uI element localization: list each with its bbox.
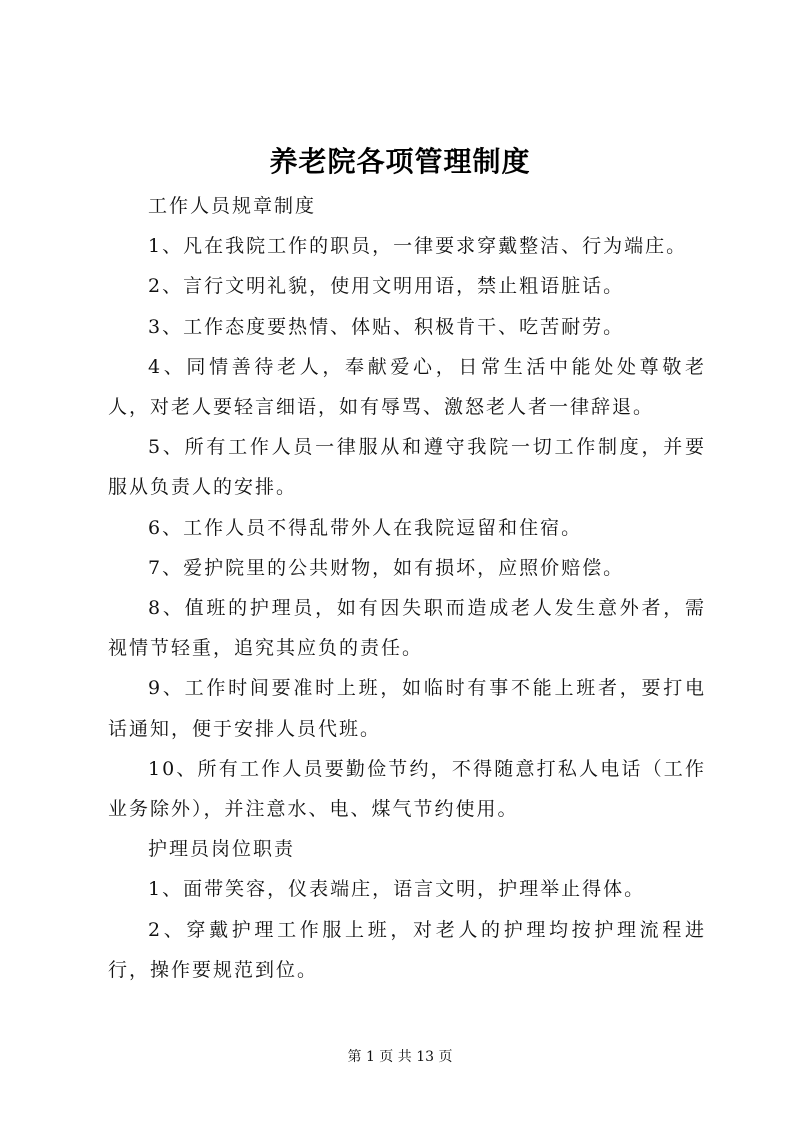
document-title: 养老院各项管理制度 — [269, 145, 531, 178]
page-footer: 第 1 页 共 13 页 — [347, 1049, 453, 1065]
paragraph: 1、凡在我院工作的职员，一律要求穿戴整洁、行为端庄。 — [148, 235, 688, 258]
paragraph: 5、所有工作人员一律服从和遵守我院一切工作制度，并要服从负责人的安排。 — [108, 436, 706, 499]
paragraph: 1、面带笑容，仪表端庄，语言文明，护理举止得体。 — [148, 878, 646, 901]
section-heading-staff-rules: 工作人员规章制度 — [148, 195, 317, 217]
section-heading-caregiver-duties: 护理员岗位职责 — [148, 838, 296, 861]
paragraph: 8、值班的护理员，如有因失职而造成老人发生意外者，需视情节轻重，追究其应负的责任。 — [108, 597, 706, 660]
paragraph: 4、同情善待老人，奉献爱心，日常生活中能处处尊敬老人，对老人要轻言细语，如有辱骂、激怒老人者一律辞退。 — [108, 355, 706, 419]
paragraph: 7、爱护院里的公共财物，如有损坏，应照价赔偿。 — [148, 556, 625, 579]
paragraph: 10、所有工作人员要勤俭节约，不得随意打私人电话（工作业务除外），并注意水、电、煤气节约使用。 — [108, 757, 706, 821]
paragraph: 9、工作时间要准时上班，如临时有事不能上班者，要打电话通知，便于安排人员代班。 — [108, 677, 706, 740]
paragraph: 2、言行文明礼貌，使用文明用语，禁止粗语脏话。 — [148, 275, 625, 298]
paragraph: 2、穿戴护理工作服上班，对老人的护理均按护理流程进行，操作要规范到位。 — [108, 918, 706, 981]
document-body — [108, 186, 706, 990]
paragraph: 6、工作人员不得乱带外人在我院逗留和住宿。 — [148, 516, 583, 539]
paragraph: 3、工作态度要热情、体贴、积极肯干、吃苦耐劳。 — [148, 315, 625, 338]
